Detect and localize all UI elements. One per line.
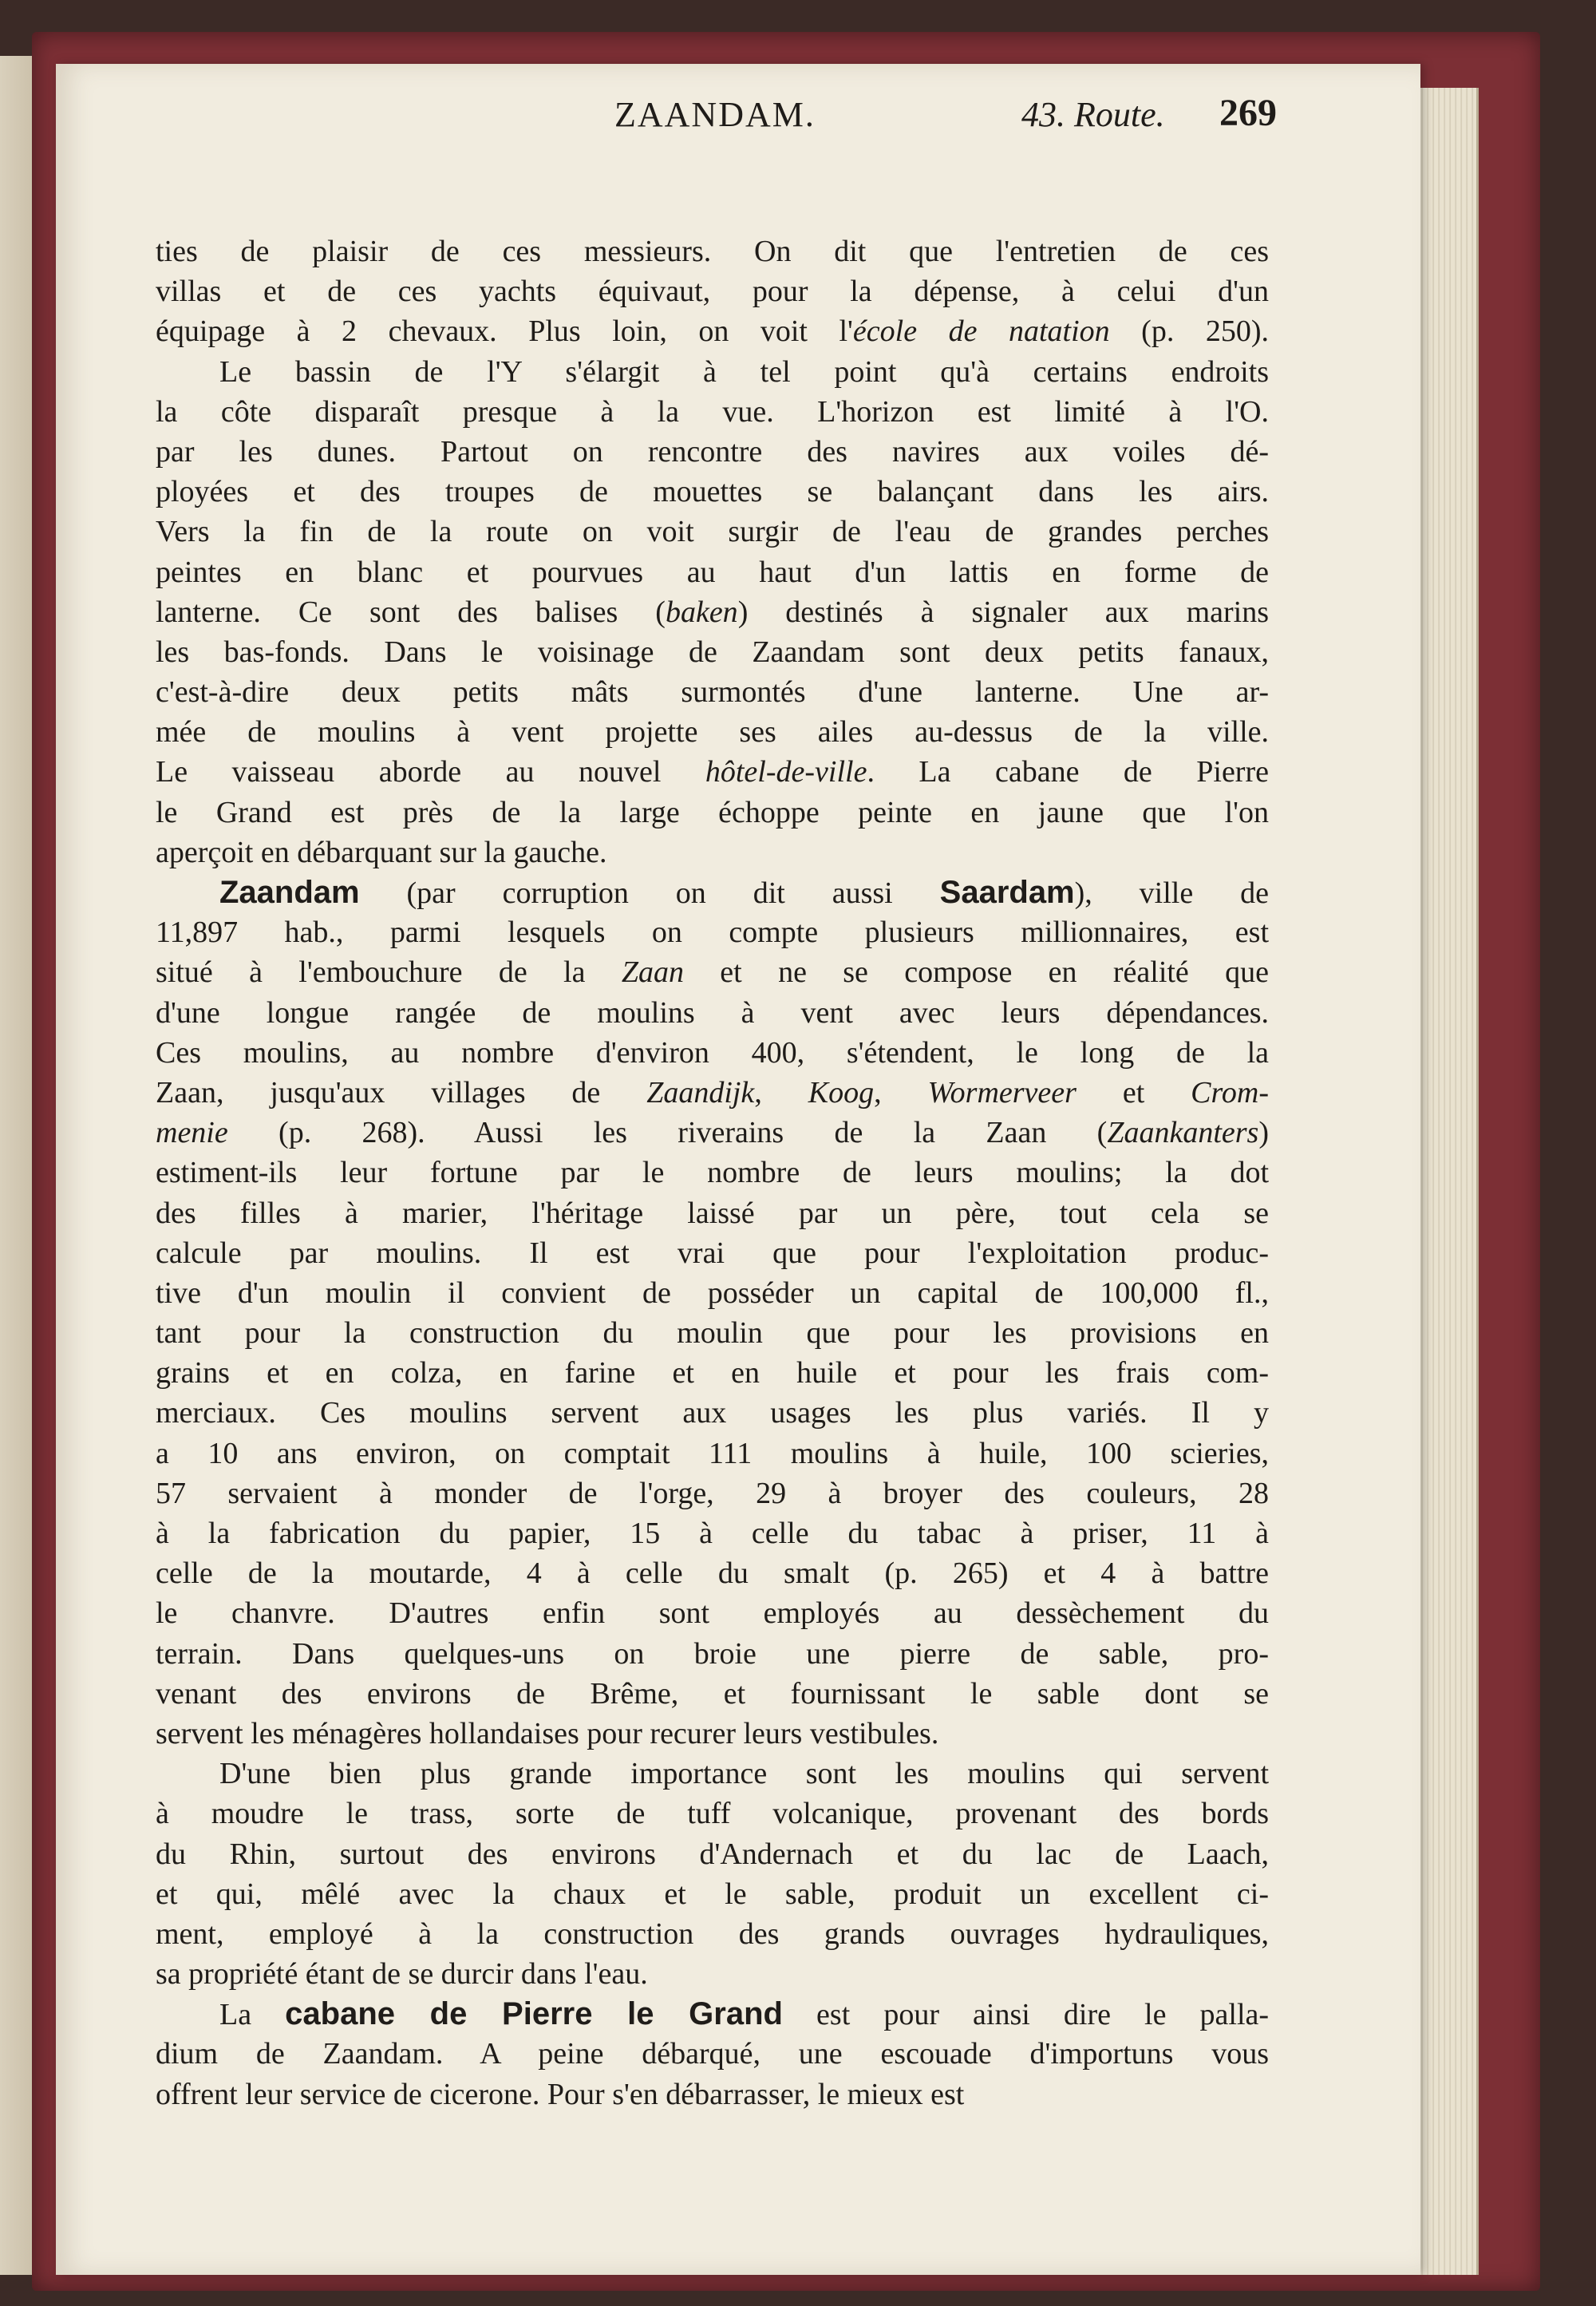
text-line <box>156 512 1269 552</box>
text-run: estiment-ils leur fortune par le nombre de leurs moulins; la dot <box>156 1156 1269 1190</box>
page-header <box>96 94 1277 150</box>
text-line <box>156 1513 1269 1553</box>
italic-run: menie <box>156 1116 228 1150</box>
text-run: merciaux. Ces moulins servent aux usages les plus variés. Il y <box>156 1396 1269 1430</box>
text-run: la côte disparaît presque à la vue. L'horizon est limité à l'O. <box>156 394 1269 429</box>
text-line <box>156 912 1269 952</box>
text-run: équipage à 2 chevaux. Plus loin, on voit l' <box>156 314 853 349</box>
text-line <box>156 1834 1269 1874</box>
text-run: situé à l'embouchure de la <box>156 955 622 990</box>
text-run: offrent leur service de cicerone. Pour s'en débarrasser, le mieux est <box>156 2077 965 2111</box>
text-line <box>156 432 1269 472</box>
text-line <box>156 1233 1269 1273</box>
text-line <box>156 993 1269 1033</box>
text-line <box>156 1473 1269 1513</box>
italic-run: baken <box>665 595 738 629</box>
text-run: terrain. Dans quelques-uns on broie une pierre de sable, pro- <box>156 1636 1269 1671</box>
page-number: 269 <box>1219 92 1277 134</box>
running-title: ZAANDAM. <box>614 95 816 134</box>
text-run: (p. 250). <box>1109 314 1269 349</box>
text-line <box>156 1794 1269 1833</box>
text-run: lanterne. Ce sont des balises ( <box>156 595 666 629</box>
text-run: 57 servaient à monder de l'orge, 29 à broyer des couleurs, 28 <box>156 1476 1269 1510</box>
text-run: 11,897 hab., parmi lesquels on compte plusieurs millionnaires, est <box>156 916 1269 950</box>
text-run: c'est-à-dire deux petits mâts surmontés d'une lanterne. Une ar- <box>156 675 1269 710</box>
bold-run: Saardam <box>939 875 1075 910</box>
text-run: des filles à marier, l'héritage laissé par un père, tout cela se <box>156 1196 1269 1230</box>
text-line <box>156 2075 1269 2114</box>
text-run: et <box>1076 1075 1191 1109</box>
text-line <box>156 952 1269 992</box>
italic-run: Crom- <box>1191 1075 1269 1109</box>
text-line <box>156 1273 1269 1313</box>
text-run: ties de plaisir de ces messieurs. On dit que l'entretien de ces <box>156 235 1269 268</box>
text-run: Zaan, jusqu'aux villages de <box>156 1075 647 1109</box>
text-line <box>156 1754 1269 1794</box>
text-run: sa propriété étant de se durcir dans l'eau. <box>156 1957 648 1992</box>
text-line <box>156 311 1269 351</box>
text-run: d'une longue rangée de moulins à vent avec leurs dépendances. <box>156 995 1269 1030</box>
text-run: La <box>219 1998 286 2032</box>
text-run: a 10 ans environ, on comptait 111 moulins à huile, 100 scieries, <box>156 1436 1269 1470</box>
route-label: 43. Route. <box>1021 95 1165 134</box>
text-run: les bas-fonds. Dans le voisinage de Zaandam sont deux petits fanaux, <box>156 635 1269 669</box>
text-run: ) <box>1258 1116 1269 1150</box>
body-text <box>156 231 1269 2114</box>
text-run: à moudre le trass, sorte de tuff volcanique, provenant des bords <box>156 1797 1269 1831</box>
text-line <box>156 752 1269 792</box>
text-line <box>156 352 1269 392</box>
text-run: calcule par moulins. Il est vrai que pour l'exploitation produc- <box>156 1236 1269 1270</box>
text-run: venant des environs de Brême, et fournissant le sable dont se <box>156 1676 1269 1711</box>
text-line <box>156 833 1269 872</box>
text-run: (par corruption on dit aussi <box>359 876 940 910</box>
italic-run: Koog <box>808 1075 875 1109</box>
text-line <box>156 1033 1269 1073</box>
text-run: D'une bien plus grande importance sont les moulins qui servent <box>219 1757 1269 1791</box>
text-line <box>156 1393 1269 1433</box>
text-line <box>156 1593 1269 1633</box>
text-line <box>156 632 1269 672</box>
text-line <box>156 552 1269 592</box>
text-line <box>156 1553 1269 1593</box>
text-line <box>156 2034 1269 2074</box>
text-run: , <box>754 1075 808 1109</box>
text-line <box>156 1994 1269 2034</box>
text-line <box>156 231 1269 271</box>
text-run: , <box>874 1075 928 1109</box>
text-run: ), ville de <box>1074 876 1269 910</box>
text-run: ment, employé à la construction des grands ouvrages hydrauliques, <box>156 1916 1269 1951</box>
text-run: villas et de ces yachts équivaut, pour la dépense, à celui d'un <box>156 275 1269 309</box>
text-run: servent les ménagères hollandaises pour recurer leurs vestibules. <box>156 1716 939 1750</box>
text-line <box>156 1193 1269 1233</box>
text-line <box>156 271 1269 311</box>
italic-run: Zaan <box>621 955 684 990</box>
text-run: par les dunes. Partout on rencontre des navires aux voiles dé- <box>156 434 1269 469</box>
text-line <box>156 712 1269 752</box>
text-run: et ne se compose en réalité que <box>683 955 1270 990</box>
text-run: celle de la moutarde, 4 à celle du smalt (p. 265) et 4 à battre <box>156 1556 1269 1591</box>
italic-run: Zaankanters <box>1107 1116 1259 1150</box>
text-line <box>156 1634 1269 1674</box>
text-line <box>156 592 1269 632</box>
text-run: Vers la fin de la route on voit surgir de l'eau de grandes perches <box>156 515 1269 549</box>
text-line <box>156 672 1269 712</box>
text-line <box>156 1353 1269 1393</box>
italic-run: Zaandijk <box>646 1075 755 1109</box>
text-run: le Grand est près de la large échoppe peinte en jaune que l'on <box>156 795 1269 829</box>
text-run: et qui, mêlé avec la chaux et le sable, produit un excellent ci- <box>156 1877 1269 1911</box>
text-run: tant pour la construction du moulin que pour les provisions en <box>156 1316 1269 1351</box>
text-line <box>156 872 1269 912</box>
text-run: Ces moulins, au nombre d'environ 400, s'étendent, le long de la <box>156 1035 1269 1070</box>
text-run: du Rhin, surtout des environs d'Andernach et du lac de Laach, <box>156 1837 1269 1871</box>
text-line <box>156 1874 1269 1914</box>
text-line <box>156 1954 1269 1994</box>
text-line <box>156 472 1269 512</box>
text-run: est pour ainsi dire le palla- <box>782 1998 1270 2032</box>
text-line <box>156 1153 1269 1193</box>
text-line <box>156 1714 1269 1754</box>
text-line <box>156 793 1269 833</box>
text-run: ) destinés à signaler aux marins <box>737 595 1269 629</box>
text-run: mée de moulins à vent projette ses ailes au-dessus de la ville. <box>156 715 1269 750</box>
text-run: tive d'un moulin il convient de posséder un capital de 100,000 fl., <box>156 1276 1269 1310</box>
text-run: Le vaisseau aborde au nouvel <box>156 755 705 789</box>
text-run: . La cabane de Pierre <box>867 755 1269 789</box>
text-run: à la fabrication du papier, 15 à celle du tabac à priser, 11 à <box>156 1517 1269 1550</box>
text-line <box>156 1113 1269 1153</box>
bold-run: cabane de Pierre le Grand <box>285 1996 783 2032</box>
text-line <box>156 1313 1269 1353</box>
text-run: le chanvre. D'autres enfin sont employés au dessèchement du <box>156 1596 1269 1631</box>
text-line <box>156 1914 1269 1954</box>
text-run: peintes en blanc et pourvues au haut d'un lattis en forme de <box>156 555 1269 589</box>
italic-run: Wormerveer <box>927 1075 1077 1109</box>
italic-run: hôtel-de-ville <box>705 755 867 789</box>
text-run: ployées et des troupes de mouettes se balançant dans les airs. <box>156 475 1269 509</box>
bold-run: Zaandam <box>219 875 360 910</box>
text-line <box>156 1674 1269 1714</box>
text-line <box>156 1073 1269 1113</box>
text-run: dium de Zaandam. A peine débarqué, une escouade d'importuns vous <box>156 2037 1269 2071</box>
text-run: grains et en colza, en farine et en huile et pour les frais com- <box>156 1356 1269 1390</box>
text-run: aperçoit en débarquant sur la gauche. <box>156 835 607 869</box>
text-run: Le bassin de l'Y s'élargit à tel point qu'à certains endroits <box>219 354 1269 389</box>
text-run: (p. 268). Aussi les riverains de la Zaan ( <box>227 1116 1108 1150</box>
italic-run: école de natation <box>852 314 1110 349</box>
text-line <box>156 392 1269 432</box>
text-line <box>156 1434 1269 1473</box>
